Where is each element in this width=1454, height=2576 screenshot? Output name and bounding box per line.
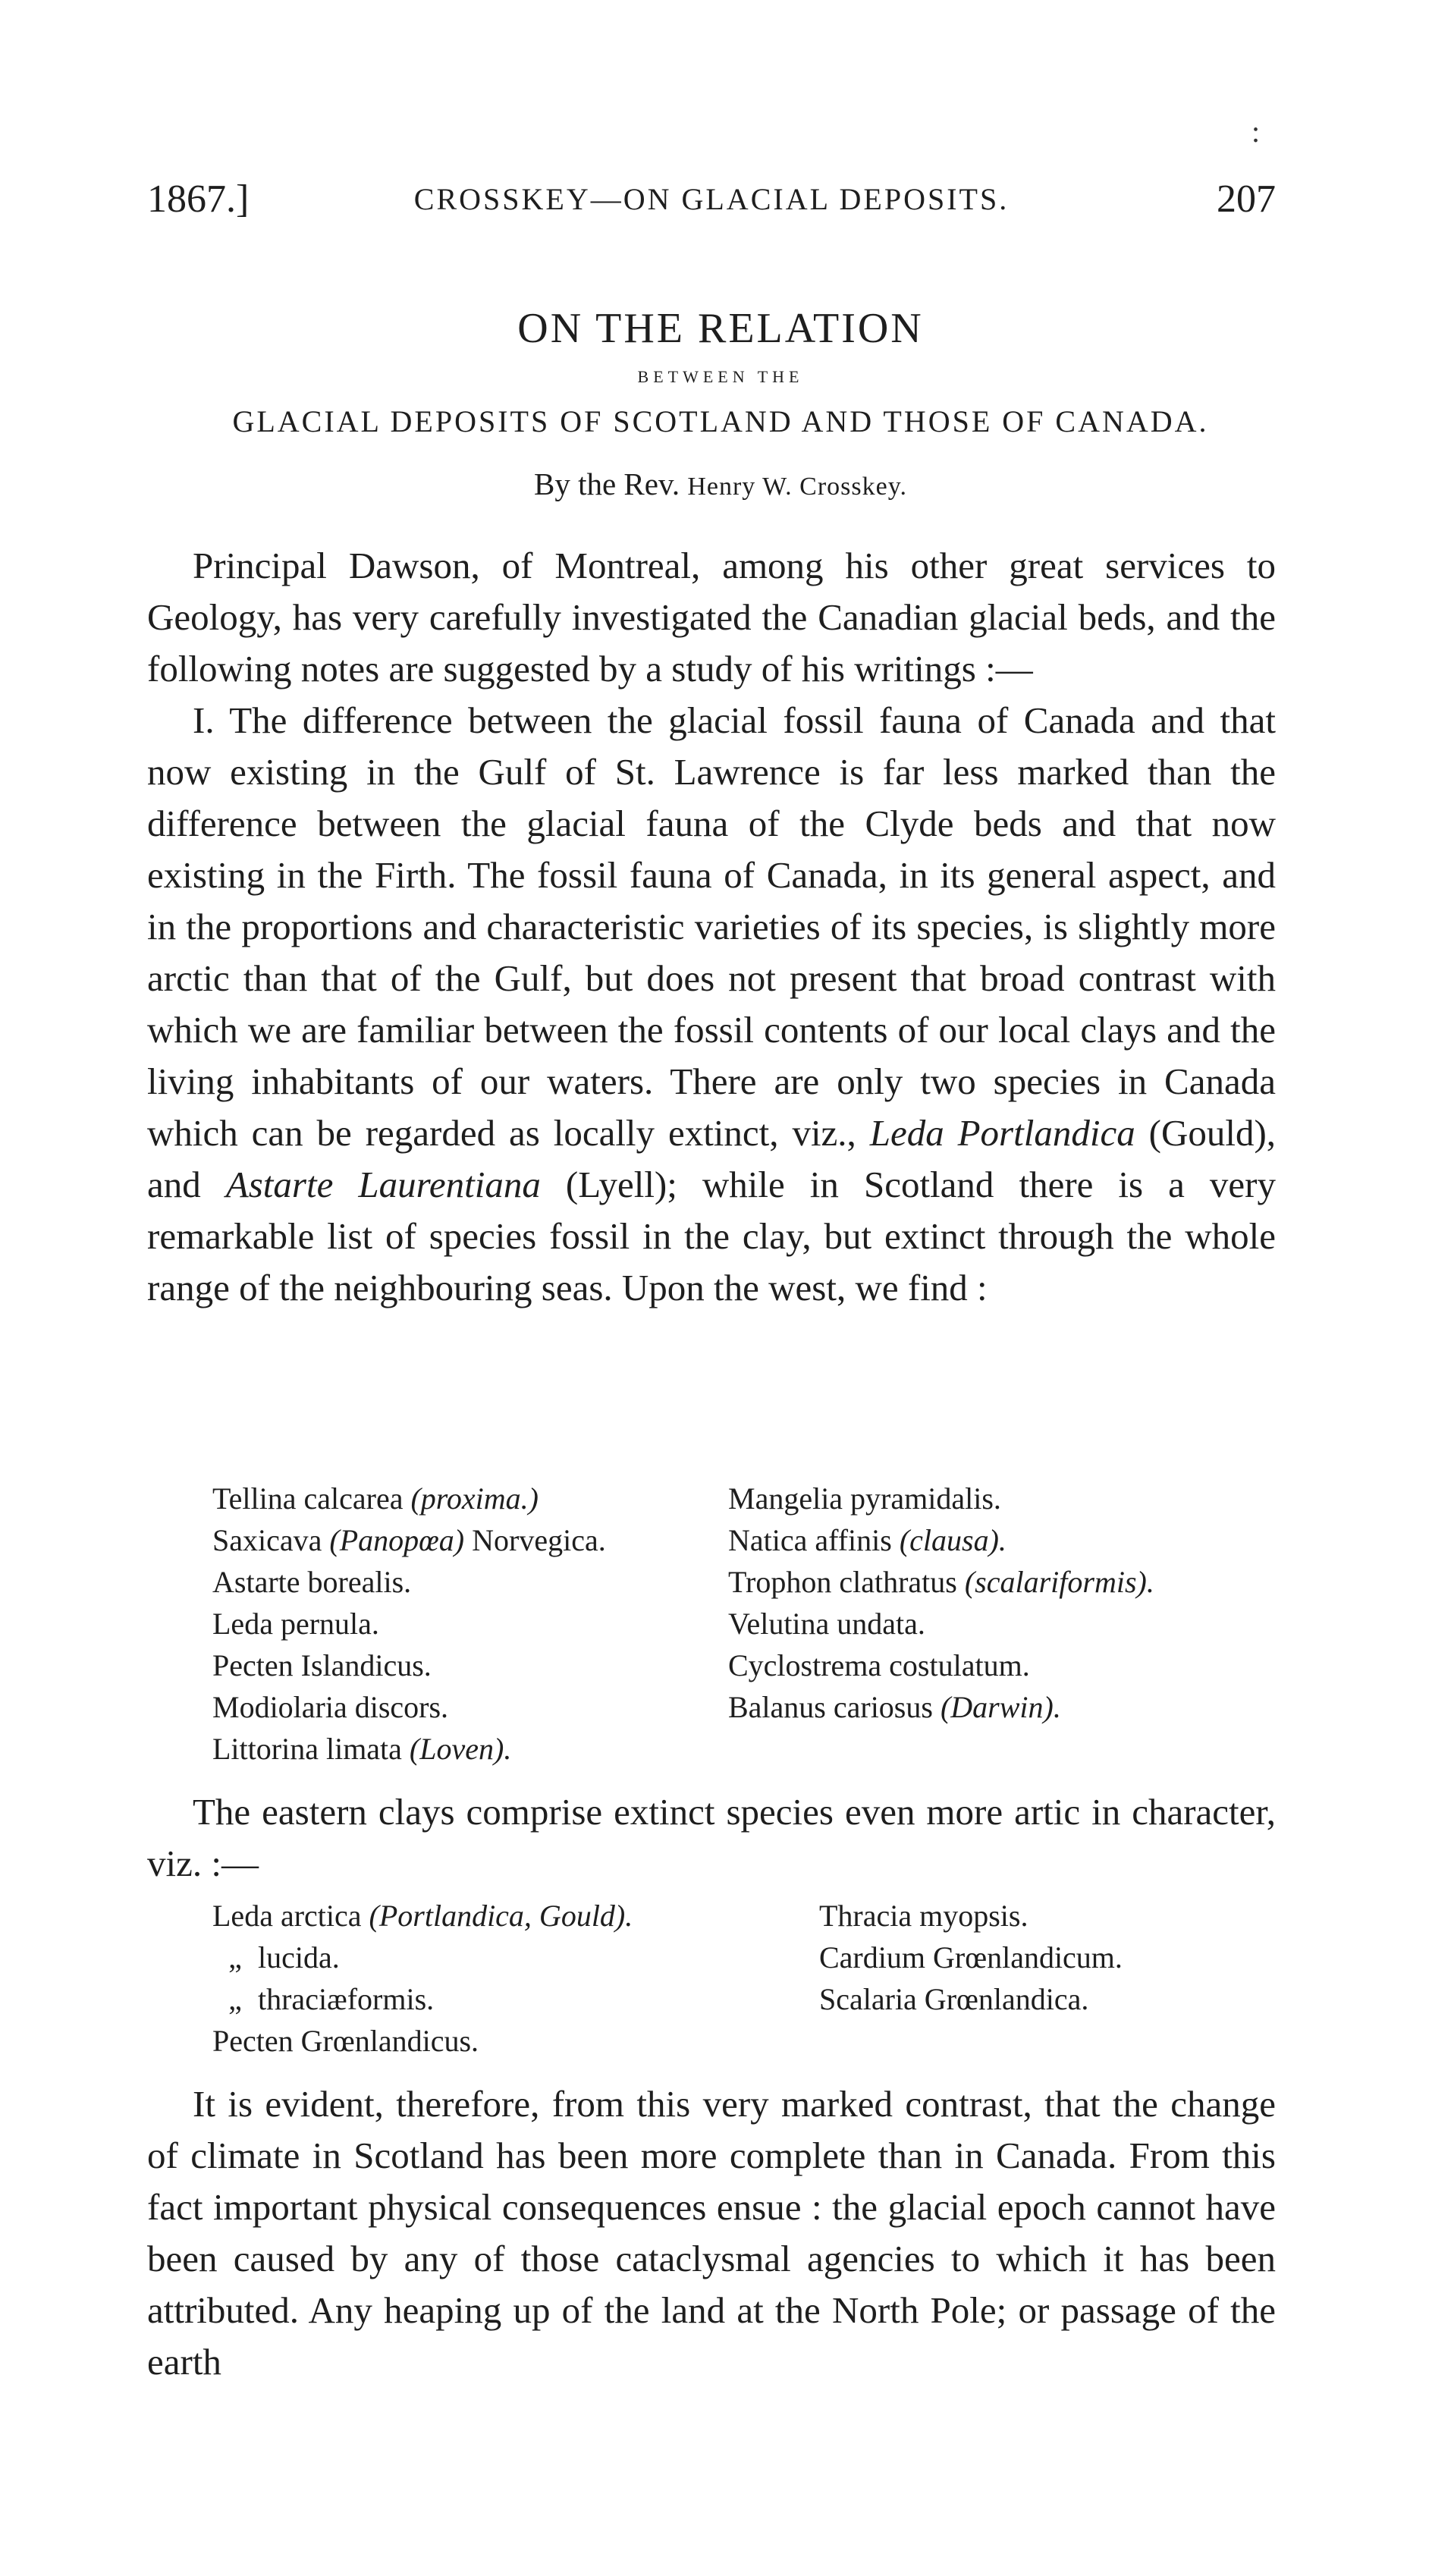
list-item: „ thraciæformis. [228,1982,435,2016]
list-item: Leda arctica (Portlandica, Gould). [212,1899,633,1933]
list-item: Scalaria Grœnlandica. [819,1982,1089,2016]
list-item: Tellina calcarea (proxima.) [212,1481,539,1516]
article-subtitle: GLACIAL DEPOSITS OF SCOTLAND AND THOSE OF CANADA. [232,404,1209,438]
list-item: Thracia myopsis. [819,1899,1028,1933]
author-name: Henry W. Crosskey. [687,473,907,501]
list-item: Trophon clathratus (scalariformis). [728,1565,1154,1599]
byline [137,453,1305,518]
page-number: 207 [1217,177,1276,221]
list-item: „ lucida. [228,1940,340,1974]
west-species-left-column [212,1478,606,1770]
list-item: Saxicava (Panopœa) Norvegica. [212,1523,606,1557]
body-text-conclusion [147,2078,1276,2388]
list-item: Balanus cariosus (Darwin). [728,1690,1061,1724]
article-title-block [137,300,1305,518]
paragraph-comparison [147,695,1276,1314]
body-text [147,540,1276,1314]
paragraph-intro: Principal Dawson, of Montreal, among his other great services to Geology, has very carefully investigated the Canadian glacial beds, and the following notes are suggested by a study of his writings :— [147,545,1276,690]
list-item: Natica affinis (clausa). [728,1523,1006,1557]
running-title: CROSSKEY—ON GLACIAL DEPOSITS. [413,182,1010,216]
list-item: Cyclostrema costulatum. [728,1648,1030,1682]
list-item: Velutina undata. [728,1607,925,1641]
paragraph-comparison-text-3: (Lyell); while in Scotland there is a very remarkable list of species fossil in the clay, but extinct through the whole range of the neighbouring seas. Upon the west, we find : [147,1164,1276,1308]
west-species-right-column [728,1478,1154,1728]
east-species-list [212,1895,1289,2069]
east-species-left-column [212,1895,633,2062]
list-item: Mangelia pyramidalis. [728,1481,1001,1516]
list-item: Leda pernula. [212,1607,379,1641]
paragraph-comparison-text-2: (Gould), and [147,1112,1277,1205]
byline-prefix: By the Rev. [534,467,680,501]
running-header [147,173,1276,226]
body-text-eastern [147,1786,1276,1890]
west-species-list [212,1478,1289,1773]
list-item: Pecten Grœnlandicus. [212,2024,479,2058]
list-item: Cardium Grœnlandicum. [819,1940,1123,1974]
header-year: 1867.] [147,177,250,221]
paragraph-comparison-text-1: I. The difference between the glacial fossil fauna of Canada and that now existing in the Gulf of St. Lawrence is far less marked than the difference between the glacial fauna of the Clyde beds and that now existing in the Firth. The fossil fauna of Canada, in its general aspect, and in the proportions and characteristic varieties of its species, is slightly more arctic than that of the Gulf, but does not present that broad contrast with which we are familiar between the fossil contents of our local clays and the living inhabitants of our waters. There are only two species in Canada which can be regarded as locally extinct, viz., [147,699,1276,1154]
paragraph-eastern-clays: The eastern clays comprise extinct species even more artic in character, viz. :— [147,1791,1276,1884]
east-species-right-column [819,1895,1123,2020]
title-connector: BETWEEN THE [637,367,804,386]
paragraph-conclusion: It is evident, therefore, from this very marked contrast, that the change of climate in Scotland has been more complete than in Canada. From this fact important physical consequences ensue : the glacial epoch cannot have been caused by any of those cataclysmal agencies to which it has been attributed. Any heaping up of the land at the North Pole; or passage of the earth [147,2083,1276,2383]
list-item: Littorina limata (Loven). [212,1732,512,1766]
species-astarte-laurentiana: Astarte Laurentiana [225,1164,541,1205]
list-item: Modiolaria discors. [212,1690,449,1724]
list-item: Astarte borealis. [212,1565,412,1599]
species-leda-portlandica: Leda Portlandica [869,1112,1135,1154]
list-item: Pecten Islandicus. [212,1648,432,1682]
article-title: ON THE RELATION [517,305,924,352]
scan-dot-mark: : [1251,115,1261,149]
